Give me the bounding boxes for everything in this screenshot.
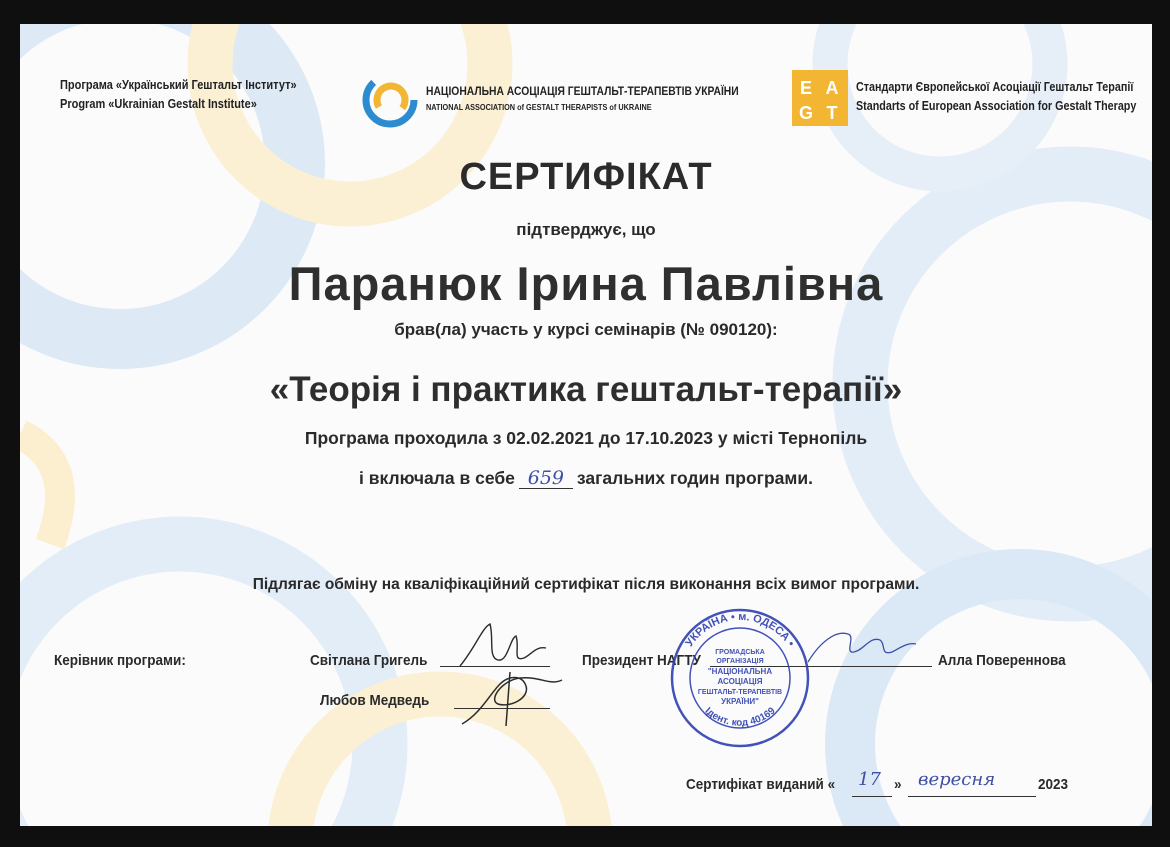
certificate-sheet [20, 24, 1152, 826]
eagt-name [856, 78, 1136, 116]
program-name-en: Program «Ukrainian Gestalt Institute» [60, 97, 257, 111]
hours-prefix: і включала в себе [359, 468, 515, 488]
stamp-line: ГЕШТАЛЬТ-ТЕРАПЕВТІВ [697, 689, 783, 696]
nagt-logo-icon [360, 70, 420, 130]
hours-value-handwritten: 659 [519, 468, 573, 489]
course-title: «Теорія і практика гештальт-терапії» [269, 370, 903, 409]
stamp-line: "НАЦІОНАЛЬНА [707, 667, 773, 676]
issued-day-line [852, 796, 892, 797]
issued-mid: » [894, 776, 902, 793]
background-decor [20, 24, 1152, 826]
program-name-ua: Програма «Український Гештальт Інститут» [60, 78, 297, 92]
issued-day-handwritten: 17 [858, 769, 881, 790]
signature-president [800, 622, 920, 672]
official-stamp [668, 606, 812, 750]
recipient-name: Паранюк Ірина Павлівна [288, 257, 884, 310]
hours-suffix: загальних годин програми. [576, 468, 813, 488]
stamp-line: АСОЦІАЦІЯ [717, 677, 763, 686]
stamp-line: ОРГАНІЗАЦІЯ [716, 658, 764, 665]
eagt-logo-letter-e: E [799, 78, 813, 98]
issued-month-line [908, 796, 1036, 797]
eagt-name-ua: Стандарти Європейської Асоціації Гештальт Терапії [856, 80, 1134, 94]
program-head-label: Керівник програми: [54, 652, 186, 669]
president-label: Президент НАГТУ [582, 652, 701, 669]
eagt-header [792, 70, 1142, 130]
program-period: Програма проходила з 02.02.2021 до 17.10.2023 у місті Тернопіль [304, 428, 868, 448]
nagt-header [360, 70, 740, 130]
issued-prefix: Сертифікат виданий « [686, 776, 836, 793]
eagt-logo-letter-t: T [826, 103, 838, 123]
eagt-logo-letter-a: A [825, 78, 839, 98]
nagt-name-ua: НАЦІОНАЛЬНА АСОЦІАЦІЯ ГЕШТАЛЬТ-ТЕРАПЕВТІВ УКРАЇНИ [426, 84, 739, 98]
exchange-note: Підлягає обміну на кваліфікаційний сертифікат після виконання всіх вимог програми. [252, 576, 920, 593]
eagt-name-en: Standarts of European Association for Gestalt Therapy [856, 99, 1137, 113]
issued-year: 2023 [1038, 776, 1069, 793]
head-name-2: Любов Медведь [320, 692, 430, 709]
head-name-1: Світлана Григель [310, 652, 428, 669]
stamp-line: УКРАЇНИ" [721, 697, 759, 706]
eagt-logo-icon [792, 70, 848, 126]
eagt-logo-letter-g: G [798, 103, 814, 123]
participation-text: брав(ла) участь у курсі семінарів (№ 090120): [394, 320, 778, 339]
issued-month-handwritten: вересня [918, 769, 996, 790]
president-name: Алла Повереннова [938, 652, 1066, 669]
signature-medved [450, 664, 570, 734]
program-name [60, 76, 297, 114]
program-hours [20, 468, 1152, 489]
confirms-text: підтверджує, що [516, 220, 656, 239]
certificate-title: СЕРТИФІКАТ [459, 156, 713, 198]
stamp-outer-text: УКРАЇНА • м. ОДЕСА • [683, 610, 797, 649]
stamp-line: ГРОМАДСЬКА [715, 649, 765, 656]
nagt-name-en: NATIONAL ASSOCIATION of GESTALT THERAPISTS of UKRAINE [426, 102, 652, 112]
stamp-bottom-text: Ідент. код 40169 [702, 705, 778, 729]
